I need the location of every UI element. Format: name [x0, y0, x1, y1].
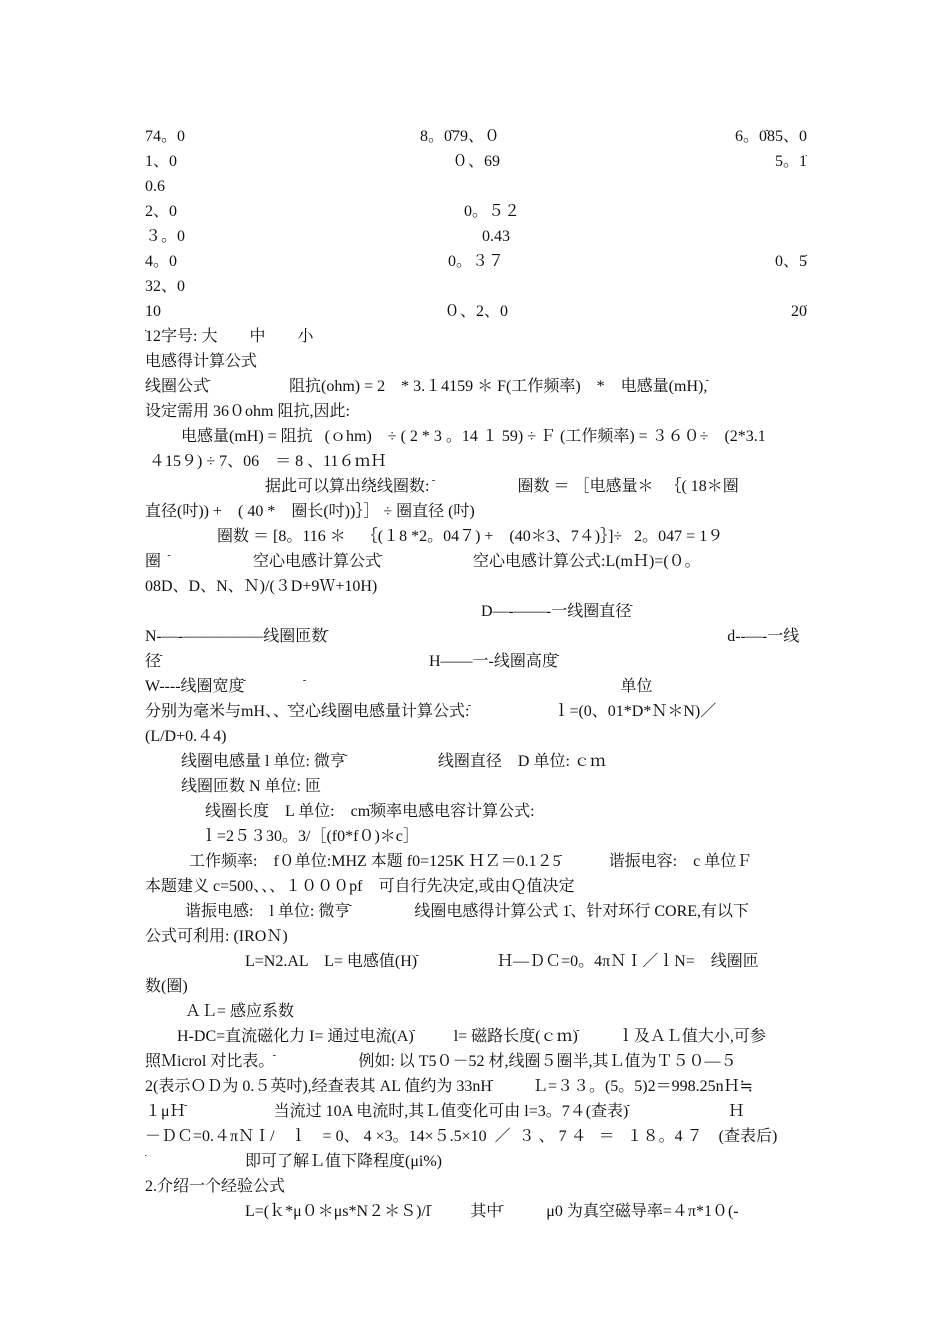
text-line: ֿ 即可了解Ｌ值下降程度(μi%) — [145, 1153, 443, 1170]
table-cell: 0、5ֿ — [774, 253, 807, 270]
text-line: 公式可利用: (IROＮ) — [145, 928, 288, 945]
section-heading: 2.介绍一个经验公式 — [145, 1178, 286, 1195]
text-line: 线圈公式ֿ 阻抗(ohm) = 2 * 3.１4159 ＊ F(工作频率) * 电感量(mH),ֿ — [145, 378, 708, 395]
text-line: D—-——-一线圈直径ֿ — [145, 603, 632, 620]
table-cell: ０、2、0 — [443, 303, 508, 320]
text-line: 线圈电感量 l 单位: 微亨ֿ 线圈直径 D 单位: ｃｍ — [145, 753, 606, 770]
text-line: 径ֿ H——一-线圈高度ֿ — [145, 653, 558, 670]
text-line: －ＤＣ=0.４πＮＩ/ ｌ = 0、 4 ×3。14×５.5×10 ／ ３ 、 7 ４ ＝ １８。4 ７ (查表后) — [145, 1128, 778, 1145]
text-line: H-DC=直流磁化力 I= 通过电流(A)ֿ l= 磁路长度(ｃｍ)ֿ ｌ及ＡＬ值大小,可参 — [145, 1028, 766, 1045]
text-line: 分别为毫米与mH、、ֿ空心线圈电感量计算公式:ֿ ｌ=(0、01*D*Ｎ＊N)／ — [145, 703, 717, 720]
text-line: 电感量(mH) = 阻抗 (ｏhm) ÷ ( 2 * 3 。14 １ 59) ÷ Ｆ (工作频率) = ３６０÷ (2*3.1 — [145, 428, 766, 445]
text-line: 本题建义 c=500、、、１０００pf 可自行先决定,或由Ｑ值决定 — [145, 878, 575, 895]
text-line: 线圈长度 L 单位: cmֿ频率电感电容计算公式: — [145, 803, 535, 820]
table-row — [145, 199, 807, 224]
table-row — [145, 149, 807, 174]
table-cell: 10 — [145, 303, 161, 320]
table-cell: 0。５２ — [464, 203, 521, 220]
table-cell: 74。0 — [145, 128, 186, 145]
text-line: ４15９) ÷ 7、06 ＝ 8 、11６ｍＨ — [145, 453, 387, 470]
table-row — [145, 174, 807, 199]
text-line: ｌ=2５３30。3/［(f0*f０)＊c］ — [145, 828, 419, 845]
text-line: (L/D+0.４4) — [145, 728, 227, 745]
text-line: 工作频率: f０单位:MHZ 本题 f0=125K ＨＺ＝0.1２5ֿ 谐振电容: c 单位Ｆ — [145, 853, 753, 870]
table-cell: 0。３７ — [447, 253, 504, 270]
table-cell: 6。0ֿ85、0 — [734, 128, 807, 145]
text-line: 设定需用 36０ohm 阻抗,因此: — [145, 403, 350, 420]
table-cell: 0.6 — [145, 178, 165, 195]
text-line: 圈数 ＝ [8。116 ＊ ｛(１8 *2。04７) + (40＊3、7４)｝]÷ 2。047 = 1９ — [145, 528, 724, 545]
text-line: 线圈匝数 N 单位: 匝 — [145, 778, 322, 795]
text-line: 圈 ֿ 空心电感计算公式ֿ 空心电感计算公式:L(mＨ)=(０。 — [145, 553, 701, 570]
table-cell: 20ֿ — [790, 303, 807, 320]
text-line: L=N2.AL L= 电感值(H)ֿ Ｈ—ＤＣ=0。4πＮＩ／ｌN= 线圈匝 — [145, 953, 759, 970]
table-cell: 5。1ֿ — [774, 153, 807, 170]
section-heading: 电感得计算公式 — [145, 353, 258, 370]
text-line: １μＨֿ 当流过 10A 电流时,其Ｌ值变化可由 l=3。7４(查表)ֿ Ｈ — [145, 1103, 745, 1120]
text-line: 直径(吋)) + ( 40 * 圈长(吋))｝］ ÷ 圈直径 (吋) — [145, 503, 475, 520]
text-line: ＡＬ= 感应系数 — [145, 1003, 295, 1020]
table-cell: 8。0ֿ79、０ — [419, 128, 500, 145]
table-row — [145, 274, 807, 299]
table-cell: ３。0 — [145, 228, 186, 245]
text-line: 谐振电感: l 单位: 微亨ֿ 线圈电感得计算公式 1ֿ、针对环行 CORE,有以下 — [145, 903, 750, 920]
text-line: 08D、D、N、Ｎ)/(３D+9Ｗ+10H) — [145, 578, 378, 595]
table-cell: ０、69 — [451, 153, 500, 170]
table-row — [145, 224, 807, 249]
text-line: 据此可以算出绕线圈数: ֿ 圈数 ＝ ［电感量＊ ｛( 18＊圈 — [145, 478, 739, 495]
table-row — [145, 124, 807, 149]
text-line: L=(ｋ*μ０＊μs*N２＊Ｓ)/lֿ 其中ֿ μ0 为真空磁导率=４π*1０(- — [145, 1203, 739, 1220]
table-cell: 4。0 — [145, 253, 178, 270]
text-line: W----线圈宽度ֿ ֿ 单位 — [145, 678, 653, 695]
table-row — [145, 299, 807, 324]
table-cell: 32、0 — [145, 278, 186, 295]
table-cell: 0.43 — [482, 228, 510, 245]
table-row — [145, 249, 807, 274]
table-cell: 2、0 — [145, 203, 178, 220]
font-size-selector: ֿֿֿֿ12字号: 大 中 小 — [145, 328, 314, 345]
text-line: 照Ｍicrol 对比表。ֿ 例如: 以 T5０－52 材,线圈５圈半,其Ｌ值为Ｔ５０—５ — [145, 1053, 737, 1070]
table-cell: 1、0 — [145, 153, 178, 170]
text-line: N-—-—————线圈匝数ֿ d--—-一线 — [145, 628, 800, 645]
text-line: 数(圈) — [145, 978, 188, 995]
text-line: 2(表示ＯＤ为 0.５英吋),经查表其 AL 值约为 33nHֿ Ｌ=３３。(5。5)2＝998.25nＨ≒ — [145, 1078, 754, 1095]
